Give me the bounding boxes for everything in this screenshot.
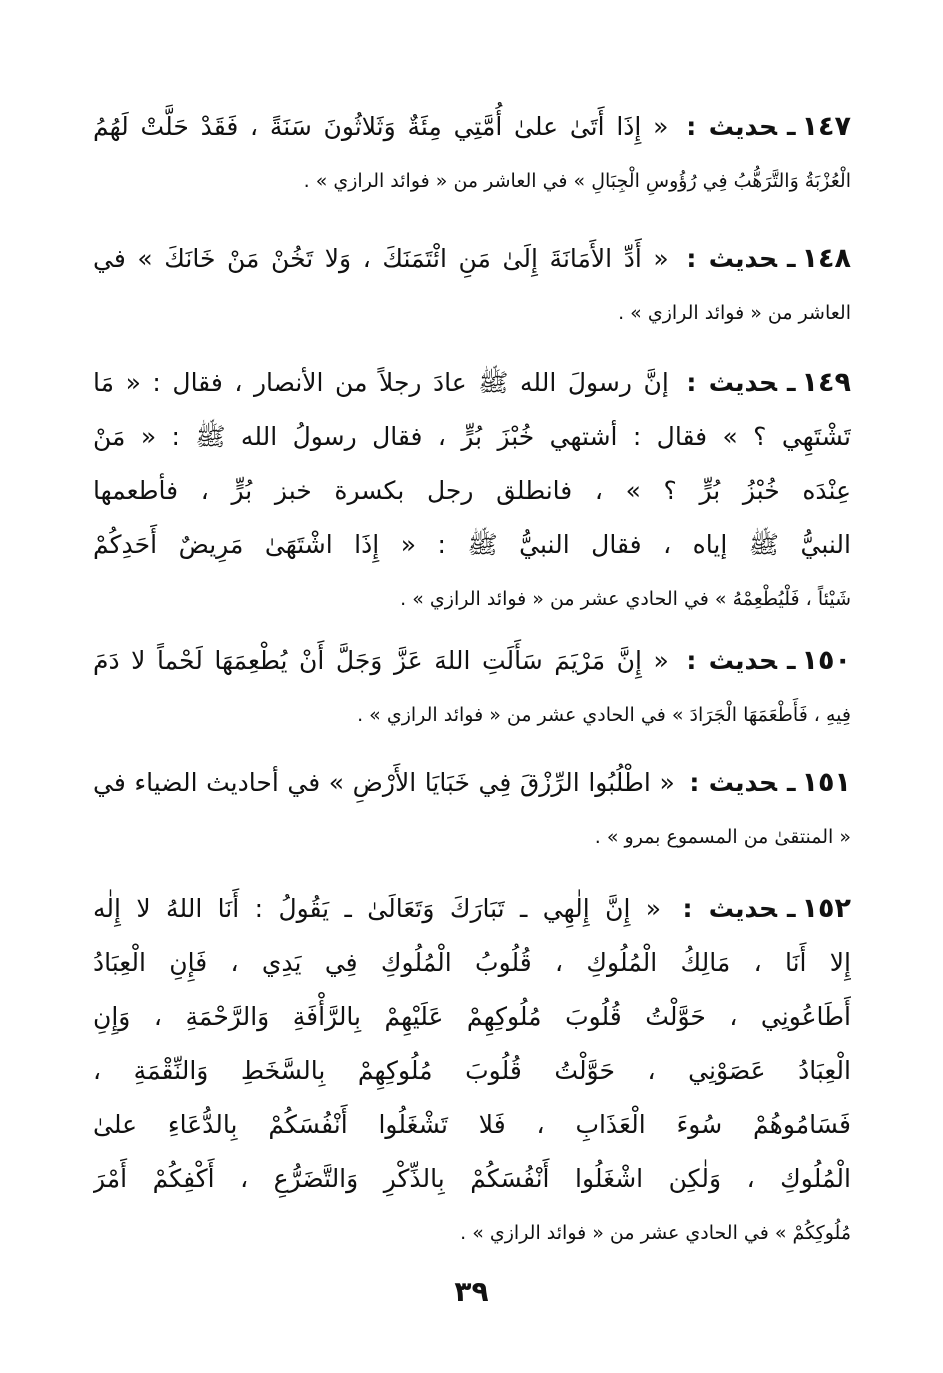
hadith-line [93, 410, 851, 464]
hadith-number: ١٥١ [801, 767, 851, 798]
hadith-line [93, 572, 851, 626]
hadith-keyword: حديث : [686, 112, 778, 141]
hadith-entry-148 [93, 232, 851, 340]
hadith-keyword: حديث : [686, 646, 777, 675]
hadith-text: النبيُّ ﷺ إياه ، فقال النبيُّ ﷺ : « إِذَا اشْتَهَىٰ مَرِيضٌ أَحَدِكُمْ [93, 530, 851, 559]
hadith-keyword: حديث : [689, 768, 778, 797]
hadith-text: « المنتقىٰ من المسموع بمرو » . [594, 826, 851, 848]
hadith-line [93, 882, 851, 936]
hadith-line [93, 1098, 851, 1152]
hadith-line [93, 688, 851, 742]
hadith-text: « إِنَّ إِلٰهِي ـ تَبَارَكَ وَتَعَالَىٰ ـ يَقُولُ : أَنَا اللهُ لا إِلٰه [93, 894, 662, 923]
hadith-text: « إِنَّ مَرْيَمَ سَأَلَتِ اللهَ عَزَّ وَجَلَّ أَنْ يُطْعِمَهَا لَحْماً لا دَمَ [93, 646, 669, 675]
hadith-text: أَطَاعُونِي ، حَوَّلْتُ قُلُوبَ مُلُوكِهِمْ عَلَيْهِمْ بِالرَّأْفَةِ وَالرَّحْمَةِ ، وَإِنِ [93, 1002, 851, 1031]
hadith-text: فِيهِ ، فَأَطْعَمَهَا الْجَرَادَ » في الحادي عشر من « فوائد الرازي » . [357, 704, 851, 726]
entry-dash: ـ [787, 894, 796, 923]
hadith-text: الْعِبَادُ عَصَوْنِي ، حَوَّلْتُ قُلُوبَ مُلُوكِهِمْ بِالسَّخَطِ وَالنِّقْمَةِ ، [93, 1056, 851, 1085]
hadith-line [93, 100, 851, 154]
hadith-line [93, 936, 851, 990]
entry-dash: ـ [787, 768, 796, 797]
hadith-line [93, 154, 851, 208]
hadith-text: « إِذَا أَتَىٰ علىٰ أُمَّتِي مِئَةٌ وَثَلاثُونَ سَنَةً ، فَقَدْ حَلَّتْ لَهُمُ [93, 112, 669, 141]
hadith-line [93, 286, 851, 340]
hadith-text: تَشْتَهِي ؟ » فقال : أشتهي خُبْزَ بُرٍّ ، فقال رسولُ الله ﷺ : « مَنْ [93, 422, 851, 451]
hadith-number: ١٤٧ [801, 111, 851, 142]
hadith-number: ١٤٨ [801, 243, 851, 274]
hadith-number: ١٥٢ [801, 893, 851, 924]
hadith-text: مُلُوكِكُمْ » في الحادي عشر من « فوائد الرازي » . [460, 1222, 851, 1244]
page-number: ٣٩ [454, 1275, 489, 1308]
hadith-line [93, 1044, 851, 1098]
hadith-line [93, 1206, 851, 1260]
hadith-entry-151 [93, 756, 851, 864]
hadith-entry-149 [93, 356, 851, 626]
hadith-line [93, 634, 851, 688]
hadith-number: ١٤٩ [801, 367, 851, 398]
hadith-text: الْعُزْبَةُ وَالتَّرَهُّبُ فِي رُؤُوسِ الْجِبَالِ » في العاشر من « فوائد الرازي » . [303, 170, 851, 192]
hadith-entry-152 [93, 882, 851, 1260]
hadith-text: إنَّ رسولَ الله ﷺ عادَ رجلاً من الأنصار ، فقال : « مَا [93, 368, 669, 397]
hadith-keyword: حديث : [686, 244, 778, 273]
hadith-number: ١٥٠ [801, 645, 851, 676]
hadith-text: الْمُلُوكِ ، وَلٰكِن اشْغَلُوا أَنْفُسَكُمْ بِالذِّكْرِ وَالتَّضَرُّعِ ، أَكْفِكُمْ أَمْرَ [93, 1164, 851, 1193]
hadith-entry-147 [93, 100, 851, 208]
entry-dash: ـ [787, 244, 796, 273]
hadith-text: إِلا أَنَا ، مَالِكُ الْمُلُوكِ ، قُلُوبُ الْمُلُوكِ فِي يَدِي ، فَإِنِ الْعِبَادُ [93, 948, 851, 977]
hadith-line [93, 356, 851, 410]
hadith-line [93, 756, 851, 810]
hadith-line [93, 810, 851, 864]
hadith-text: « اطْلُبُوا الرِّزْقَ فِي خَبَايَا الأَرْضِ » في أحاديث الضياء في [93, 768, 675, 797]
hadith-line [93, 990, 851, 1044]
hadith-text: العاشر من « فوائد الرازي » . [618, 302, 851, 324]
hadith-text: « أَدِّ الأَمَانَةَ إِلَىٰ مَنِ ائْتَمَنَكَ ، وَلا تَخُنْ مَنْ خَانَكَ » في [93, 244, 669, 273]
hadith-text: فَسَامُوهُمْ سُوءَ الْعَذَابِ ، فَلا تَشْغَلُوا أَنْفُسَكُمْ بِالدُّعَاءِ علىٰ [93, 1110, 851, 1139]
hadith-line [93, 232, 851, 286]
entry-dash: ـ [787, 112, 796, 141]
hadith-line [93, 464, 851, 518]
hadith-line [93, 518, 851, 572]
hadith-text: عِنْدَه خُبْزُ بُرٍّ ؟ » ، فانطلق رجل بكسرة خبز بُرٍّ ، فأطعمها [93, 476, 851, 505]
hadith-keyword: حديث : [682, 894, 778, 923]
hadith-keyword: حديث : [686, 368, 777, 397]
entry-dash: ـ [787, 646, 796, 675]
hadith-text: شَيْئاً ، فَلْيُطْعِمْهُ » في الحادي عشر من « فوائد الرازي » . [400, 588, 851, 610]
entry-dash: ـ [787, 368, 796, 397]
hadith-entry-150 [93, 634, 851, 742]
hadith-line [93, 1152, 851, 1206]
